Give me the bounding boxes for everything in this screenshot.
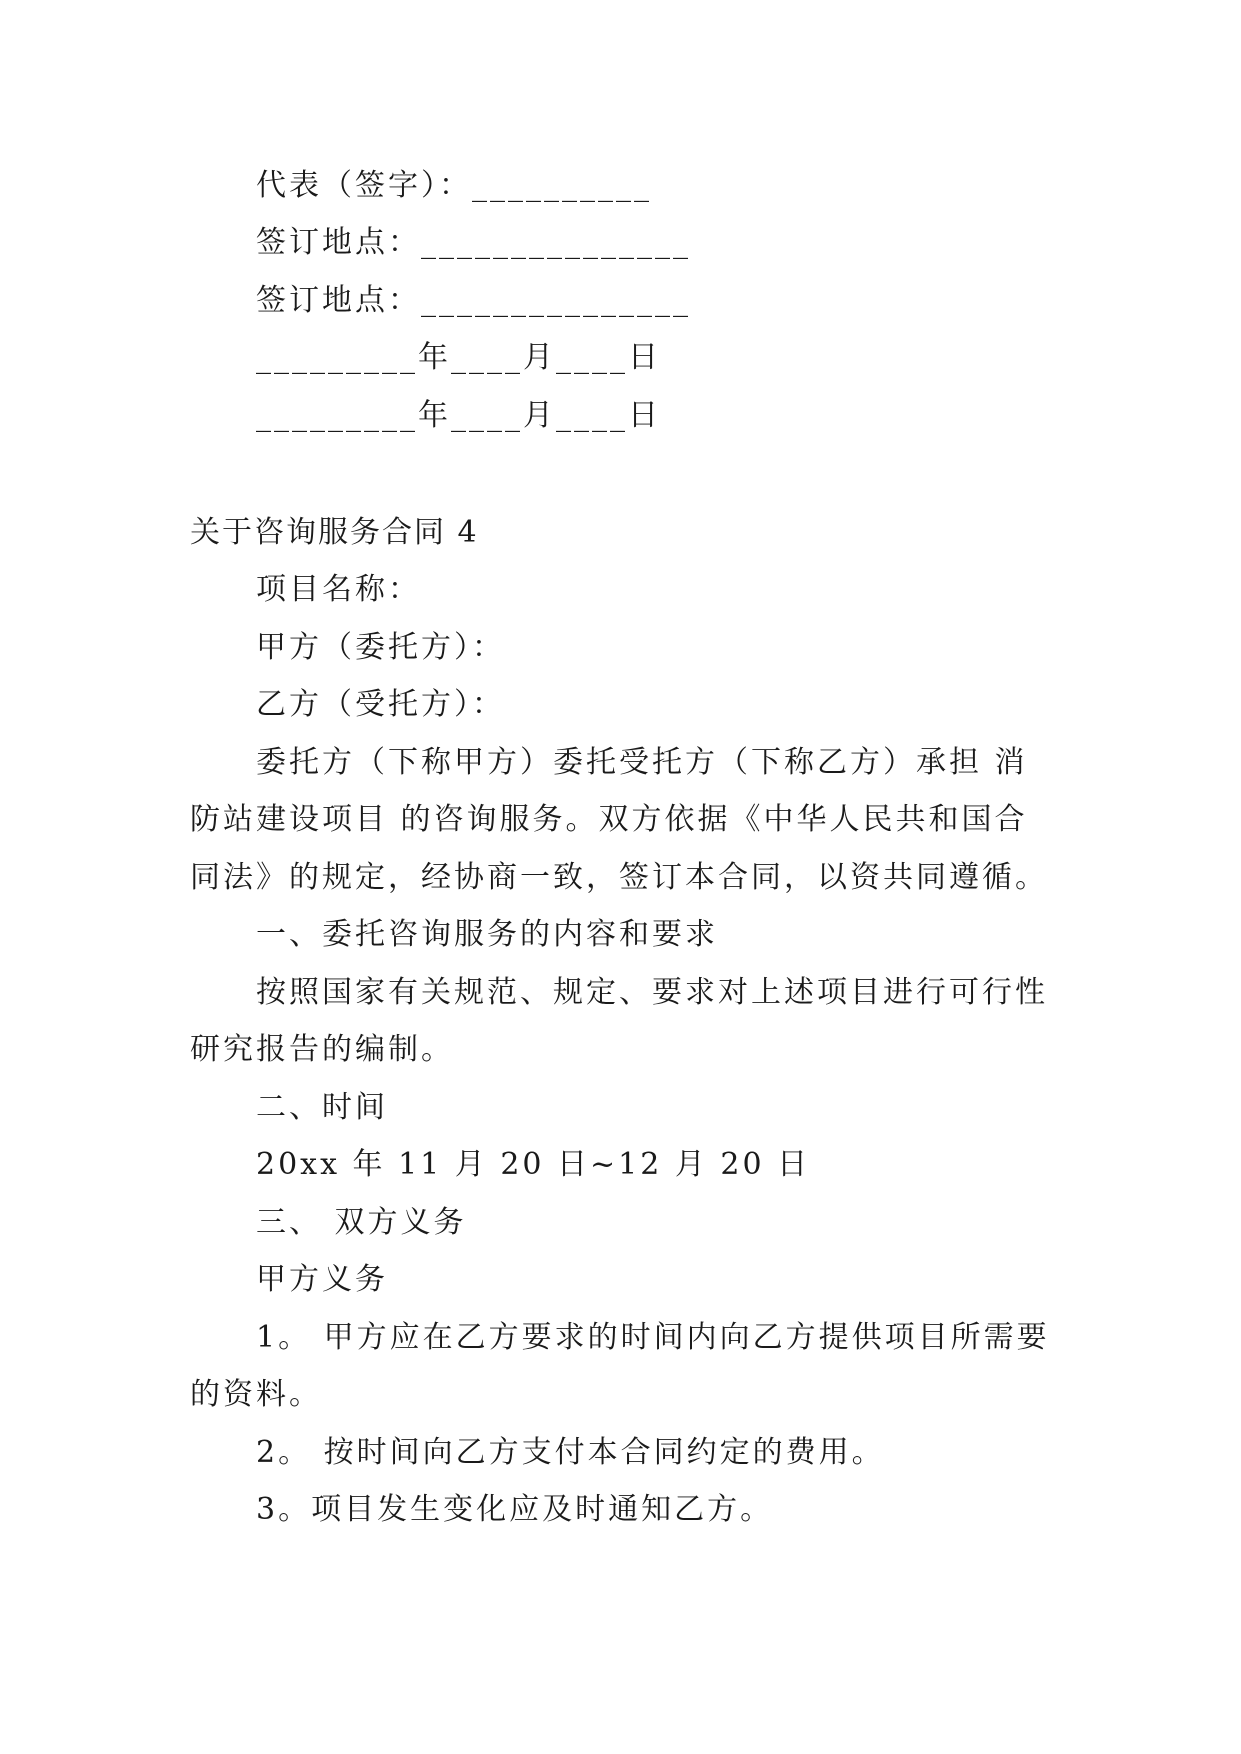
representative-signature-line: 代表（签字）：__________	[256, 168, 652, 203]
duty-item-line: 的资料。	[190, 1377, 322, 1412]
intro-paragraph-line: 防站建设项目 的咨询服务。双方依据《中华人民共和国合	[190, 802, 1028, 837]
duty-item: 3。项目发生变化应及时通知乙方。	[256, 1492, 774, 1527]
section-1-heading: 一、委托咨询服务的内容和要求	[256, 917, 718, 952]
section-3-heading: 三、 双方义务	[256, 1205, 467, 1240]
party-b-field: 乙方（受托方）：	[256, 687, 505, 722]
intro-paragraph-line: 同法》的规定，经协商一致，签订本合同，以资共同遵循。	[190, 860, 1048, 895]
contract-title: 关于咨询服务合同 4	[190, 515, 479, 550]
project-name-field: 项目名称：	[256, 572, 421, 607]
section-2-text: 20xx 年 11 月 20 日~12 月 20 日	[256, 1147, 811, 1182]
intro-paragraph-line: 委托方（下称甲方）委托受托方（下称乙方）承担 消	[256, 745, 1028, 780]
signing-place-line: 签订地点：_______________	[256, 283, 691, 318]
section-2-heading: 二、时间	[256, 1090, 388, 1125]
duty-item-line: 1。 甲方应在乙方要求的时间内向乙方提供项目所需要	[256, 1320, 1050, 1355]
party-a-field: 甲方（委托方）：	[256, 630, 505, 665]
duty-item: 2。 按时间向乙方支付本合同约定的费用。	[256, 1435, 885, 1470]
party-a-duties-heading: 甲方义务	[256, 1262, 388, 1297]
signing-date-line: _________年____月____日	[256, 340, 661, 375]
section-1-text-line: 研究报告的编制。	[190, 1032, 454, 1067]
signing-place-line: 签订地点：_______________	[256, 225, 691, 260]
section-1-text-line: 按照国家有关规范、规定、要求对上述项目进行可行性	[256, 975, 1048, 1010]
signing-date-line: _________年____月____日	[256, 398, 661, 433]
